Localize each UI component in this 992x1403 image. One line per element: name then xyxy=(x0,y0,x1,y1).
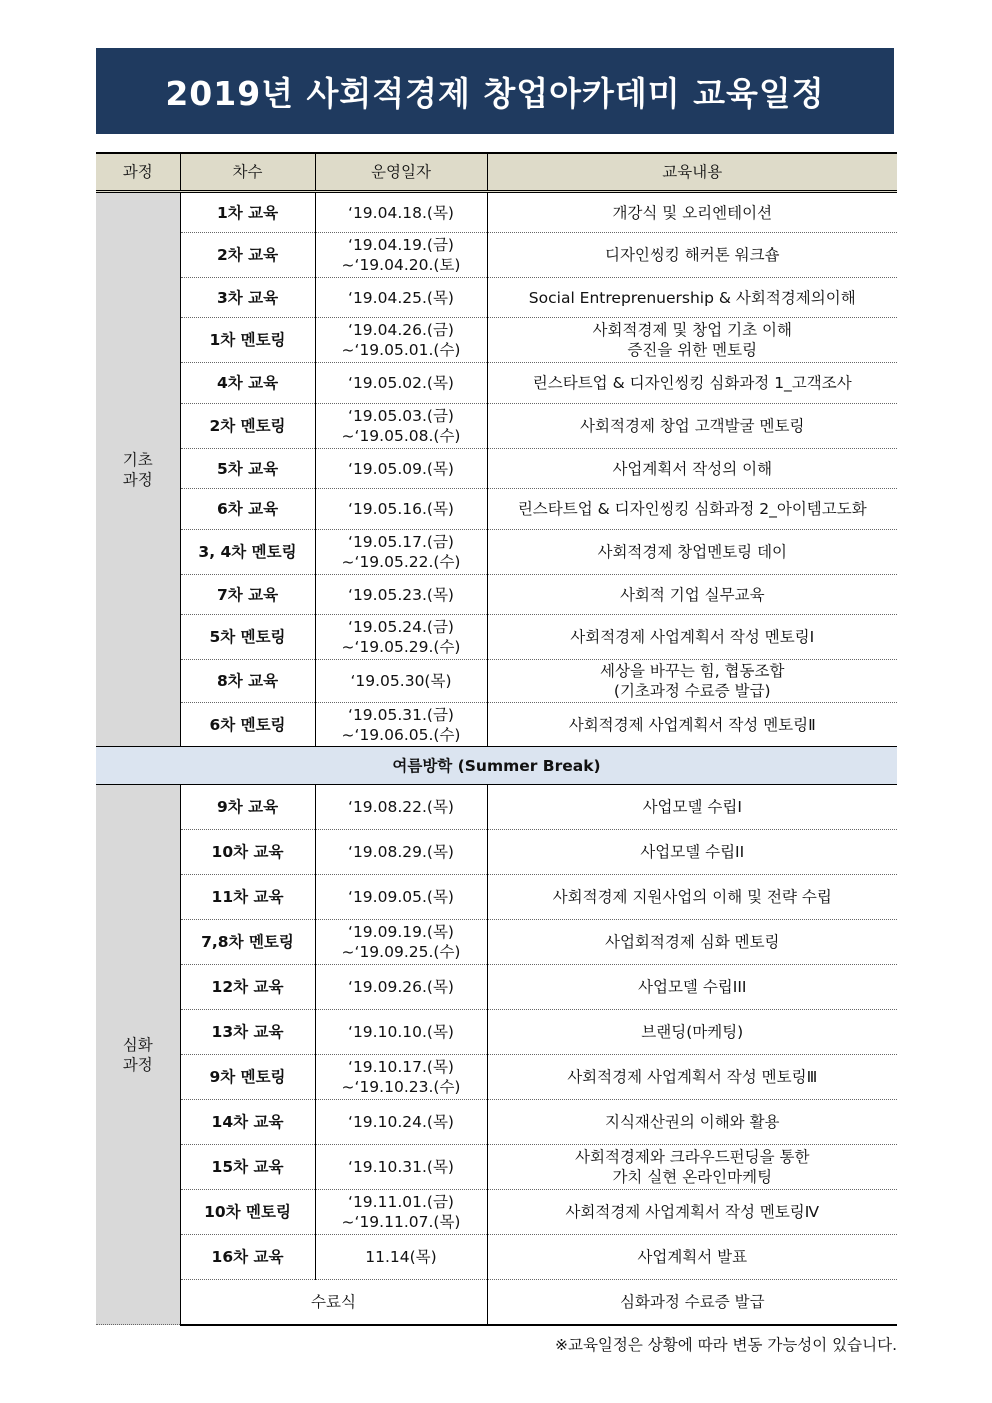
round-cell: 10차 교육 xyxy=(180,830,315,875)
date-start: ‘19.04.18.(목) xyxy=(348,203,454,222)
course-name-line: 심화 xyxy=(122,1035,153,1054)
content-cell xyxy=(487,830,897,875)
date-start: ‘19.08.29.(목) xyxy=(348,843,454,861)
table-row xyxy=(96,875,897,920)
content-line: 개강식 및 오리엔테이션 xyxy=(612,203,773,222)
date-end: ~‘19.05.08.(수) xyxy=(341,427,461,445)
table-row xyxy=(96,233,897,278)
content-cell xyxy=(487,1055,897,1100)
date-cell xyxy=(315,575,487,615)
date-start: ‘19.05.09.(목) xyxy=(348,459,454,478)
table-row xyxy=(96,449,897,489)
date-start: ‘19.05.24.(금) xyxy=(348,618,454,636)
date-end: ~‘19.11.07.(목) xyxy=(341,1213,461,1231)
round-cell: 1차 교육 xyxy=(180,192,315,233)
content-line: 사회적경제 사업계획서 작성 멘토링Ⅰ xyxy=(570,628,815,646)
break-section xyxy=(96,747,897,785)
summer-break-row xyxy=(96,747,897,785)
table-row xyxy=(96,830,897,875)
date-cell xyxy=(315,1190,487,1235)
table-row xyxy=(96,615,897,660)
round-cell: 1차 멘토링 xyxy=(180,318,315,363)
round-cell: 16차 교육 xyxy=(180,1235,315,1280)
table-row xyxy=(96,1235,897,1280)
content-cell xyxy=(487,1190,897,1235)
content-line: 브랜딩(마케팅) xyxy=(641,1023,744,1041)
content-line: 사회적경제 및 창업 기초 이해 xyxy=(592,321,792,339)
content-cell xyxy=(487,785,897,830)
round-cell: 7차 교육 xyxy=(180,575,315,615)
date-cell xyxy=(315,278,487,318)
table-row xyxy=(96,363,897,404)
table-row xyxy=(96,530,897,575)
round-cell: 3차 교육 xyxy=(180,278,315,318)
date-start: ‘19.04.19.(금) xyxy=(348,236,454,254)
table-row xyxy=(96,660,897,703)
round-cell: 7,8차 멘토링 xyxy=(180,920,315,965)
content-cell xyxy=(487,920,897,965)
content-cell xyxy=(487,615,897,660)
content-cell xyxy=(487,965,897,1010)
content-cell xyxy=(487,278,897,318)
round-cell: 5차 멘토링 xyxy=(180,615,315,660)
course-name-line: 과정 xyxy=(122,470,153,489)
date-start: ‘19.10.31.(목) xyxy=(348,1158,454,1176)
content-cell xyxy=(487,1010,897,1055)
completion-label: 수료식 xyxy=(180,1280,487,1325)
date-cell xyxy=(315,530,487,575)
table-row xyxy=(96,318,897,363)
content-line: 사업모델 수립I xyxy=(642,798,742,816)
table-row xyxy=(96,489,897,530)
date-start: ‘19.05.03.(금) xyxy=(348,407,454,425)
round-cell: 5차 교육 xyxy=(180,449,315,489)
table-row xyxy=(96,575,897,615)
round-cell: 15차 교육 xyxy=(180,1145,315,1190)
table-row xyxy=(96,785,897,830)
content-line: Social Entreprenuership & 사회적경제의이해 xyxy=(528,288,856,307)
completion-content: 심화과정 수료증 발급 xyxy=(487,1280,897,1325)
content-cell xyxy=(487,363,897,404)
table-row xyxy=(96,965,897,1010)
date-cell xyxy=(315,404,487,449)
round-cell: 3, 4차 멘토링 xyxy=(180,530,315,575)
date-start: ‘19.10.24.(목) xyxy=(348,1113,454,1131)
round-cell: 8차 교육 xyxy=(180,660,315,703)
date-cell xyxy=(315,1100,487,1145)
course-name-line: 과정 xyxy=(122,1055,153,1074)
content-line: (기초과정 수료증 발급) xyxy=(613,682,771,700)
round-cell: 9차 교육 xyxy=(180,785,315,830)
date-cell xyxy=(315,192,487,233)
content-cell xyxy=(487,660,897,703)
content-cell xyxy=(487,1100,897,1145)
content-cell xyxy=(487,575,897,615)
content-line: 디자인씽킹 해커톤 워크숍 xyxy=(604,246,780,264)
page-title: 2019년 사회적경제 창업아카데미 교육일정 xyxy=(165,73,825,113)
content-cell xyxy=(487,1145,897,1190)
content-line: 사업회적경제 심화 멘토링 xyxy=(604,933,780,951)
content-line: 사회적경제와 크라우드펀딩을 통한 xyxy=(575,1148,810,1166)
date-start: ‘19.09.26.(목) xyxy=(348,978,454,996)
round-cell: 10차 멘토링 xyxy=(180,1190,315,1235)
summer-break-label: 여름방학 (Summer Break) xyxy=(96,747,897,785)
date-cell xyxy=(315,875,487,920)
content-line: 사업모델 수립III xyxy=(638,978,747,996)
date-cell xyxy=(315,318,487,363)
content-cell xyxy=(487,1235,897,1280)
date-start: ‘19.05.02.(목) xyxy=(348,374,454,392)
date-cell xyxy=(315,615,487,660)
round-cell: 9차 멘토링 xyxy=(180,1055,315,1100)
date-end: ~‘19.09.25.(수) xyxy=(341,943,461,961)
content-line: 사회적경제 사업계획서 작성 멘토링Ⅳ xyxy=(565,1203,820,1221)
header-date: 운영일자 xyxy=(315,153,487,192)
content-line: 린스타트업 & 디자인씽킹 심화과정 1_고객조사 xyxy=(532,374,852,392)
date-cell xyxy=(315,233,487,278)
date-cell xyxy=(315,489,487,530)
date-end: ~‘19.05.22.(수) xyxy=(341,553,461,571)
date-cell xyxy=(315,1235,487,1280)
date-start: 11.14(목) xyxy=(365,1248,437,1266)
round-cell: 2차 멘토링 xyxy=(180,404,315,449)
header-round: 차수 xyxy=(180,153,315,192)
round-cell: 6차 교육 xyxy=(180,489,315,530)
table-row xyxy=(96,703,897,747)
table-row xyxy=(96,404,897,449)
advanced-section xyxy=(96,785,897,1325)
date-start: ‘19.05.23.(목) xyxy=(348,585,454,604)
round-cell: 2차 교육 xyxy=(180,233,315,278)
date-start: ‘19.04.25.(목) xyxy=(348,288,454,307)
date-start: ‘19.04.26.(금) xyxy=(348,321,454,339)
content-cell xyxy=(487,449,897,489)
date-end: ~‘19.10.23.(수) xyxy=(341,1078,461,1096)
round-cell: 11차 교육 xyxy=(180,875,315,920)
table-row xyxy=(96,1190,897,1235)
title-banner xyxy=(96,48,894,134)
content-line: 증진을 위한 멘토링 xyxy=(627,341,758,359)
date-cell xyxy=(315,785,487,830)
course-name-line: 기초 xyxy=(122,450,153,469)
completion-row xyxy=(96,1280,897,1325)
content-line: 사회적경제 사업계획서 작성 멘토링Ⅱ xyxy=(568,715,816,734)
date-cell xyxy=(315,703,487,747)
date-cell xyxy=(315,660,487,703)
content-cell xyxy=(487,233,897,278)
date-start: ‘19.05.16.(목) xyxy=(348,500,454,518)
date-start: ‘19.09.05.(목) xyxy=(348,888,454,906)
content-line: 지식재산권의 이해와 활용 xyxy=(604,1113,780,1131)
round-cell: 13차 교육 xyxy=(180,1010,315,1055)
date-cell xyxy=(315,1145,487,1190)
date-end: ~‘19.04.20.(토) xyxy=(341,256,461,274)
content-line: 사업계획서 작성의 이해 xyxy=(612,459,773,478)
date-start: ‘19.05.31.(금) xyxy=(348,705,454,724)
date-start: ‘19.11.01.(금) xyxy=(348,1193,454,1211)
schedule-table xyxy=(96,152,897,1326)
content-line: 사업모델 수립II xyxy=(640,843,745,861)
round-cell: 12차 교육 xyxy=(180,965,315,1010)
content-cell xyxy=(487,489,897,530)
table-row xyxy=(96,1145,897,1190)
content-line: 사회적경제 창업 고객발굴 멘토링 xyxy=(580,417,805,435)
content-cell xyxy=(487,875,897,920)
header-course: 과정 xyxy=(96,153,180,192)
date-cell xyxy=(315,830,487,875)
content-cell xyxy=(487,404,897,449)
content-line: 사회적경제 사업계획서 작성 멘토링Ⅲ xyxy=(567,1068,818,1086)
table-row xyxy=(96,1100,897,1145)
table-row xyxy=(96,1010,897,1055)
date-cell xyxy=(315,1055,487,1100)
date-end: ~‘19.05.29.(수) xyxy=(341,638,461,656)
round-cell: 6차 멘토링 xyxy=(180,703,315,747)
advanced-course-cell xyxy=(96,785,180,1325)
date-start: ‘19.10.17.(목) xyxy=(348,1058,454,1076)
content-cell xyxy=(487,530,897,575)
content-line: 가치 실현 온라인마케팅 xyxy=(612,1168,773,1186)
content-line: 사회적 기업 실무교육 xyxy=(619,585,765,604)
table-row xyxy=(96,1055,897,1100)
date-cell xyxy=(315,920,487,965)
date-cell xyxy=(315,363,487,404)
date-end: ~‘19.06.05.(수) xyxy=(341,725,461,744)
table-row xyxy=(96,192,897,233)
date-start: ‘19.05.17.(금) xyxy=(348,533,454,551)
table-row xyxy=(96,920,897,965)
header-content: 교육내용 xyxy=(487,153,897,192)
round-cell: 14차 교육 xyxy=(180,1100,315,1145)
basic-section xyxy=(96,192,897,747)
content-cell xyxy=(487,703,897,747)
table-row xyxy=(96,278,897,318)
content-line: 린스타트업 & 디자인씽킹 심화과정 2_아이템고도화 xyxy=(517,500,867,518)
date-start: ‘19.10.10.(목) xyxy=(348,1023,454,1041)
date-end: ~‘19.05.01.(수) xyxy=(341,341,461,359)
basic-course-cell xyxy=(96,192,180,747)
date-cell xyxy=(315,965,487,1010)
round-cell: 4차 교육 xyxy=(180,363,315,404)
content-cell xyxy=(487,192,897,233)
date-cell xyxy=(315,1010,487,1055)
content-cell xyxy=(487,318,897,363)
content-line: 사회적경제 지원사업의 이해 및 전략 수립 xyxy=(552,888,832,906)
date-start: ‘19.09.19.(목) xyxy=(348,923,454,941)
date-start: ‘19.05.30(목) xyxy=(350,672,452,690)
content-line: 사업계획서 발표 xyxy=(637,1248,748,1266)
table-header-row xyxy=(96,153,897,192)
date-start: ‘19.08.22.(목) xyxy=(348,798,454,816)
footnote: ※교육일정은 상황에 따라 변동 가능성이 있습니다. xyxy=(554,1336,897,1354)
content-line: 사회적경제 창업멘토링 데이 xyxy=(597,543,788,561)
content-line: 세상을 바꾸는 힘, 협동조합 xyxy=(600,662,785,680)
date-cell xyxy=(315,449,487,489)
